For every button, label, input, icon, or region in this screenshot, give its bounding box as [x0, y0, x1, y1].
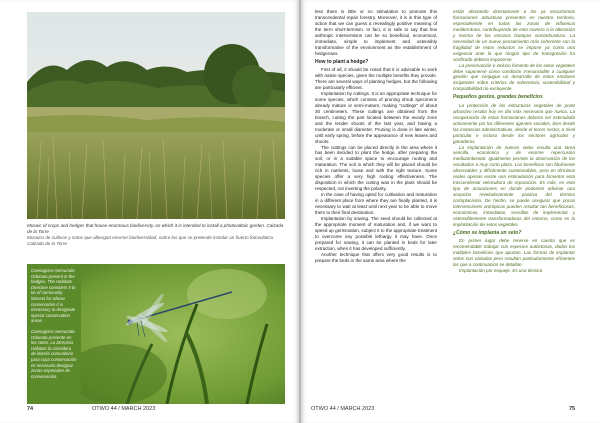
left-page: [0, 0, 299, 423]
right-page: [301, 0, 600, 423]
species-info-panel: [27, 264, 81, 404]
es-paragraph-1: están afectando directamente a las ya escasísimas formaciones arbustivas presentes en nuestro territorio, especialmente en todas las zonas de influencia mediterránea, contribuyendo de esta manera a la alteración y merma de los escasos biotopos semiarbustivos. La necesidad de un nuevo pensamiento más coherente con la fragilidad de estos reductos se impone ya como una exigencia ante la que ningún tipo de transgresión ha verificado debiera imponerse.: [453, 9, 575, 62]
en-paragraph-1: less there is little or no stimulation to promote this transcendental repair forestry. Moreover, it is in this type of action that we can guess a revealingly positive meaning of the term short-termism. In fact, it is safe to say that few anthropic interventions can be so beneficial, economical, immediate, simple to implement and ostensibly transformative of the environment as the establishment of hedgerows.: [315, 9, 437, 56]
landscape-photo: [27, 12, 285, 219]
page-number-left: 74: [27, 406, 34, 412]
es-paragraph-4: La implantación de nuevos setos resulta una tarea sencilla, económica y de enorme repercusión medioambiental. Igualmente permite la observación de los resultados a muy corto plazo. Los beneficios son fácilmente observables y difícilmente cuestionables, pero en términos reales apenas existe una estimulación para fomentar esta trascendental selvicultura de reparación. Es más, en este tipo de actuaciones en donde podemos adivinar una acepción reveladoramente positiva del término cortoplacismo. De hecho, se puede asegurar que pocas intervenciones antrópicas pueden resultar tan beneficiosas, económicas, inmediatas, sencillas de implementar y ostensiblemente transformadoras del entorno, como es la implantación de setos vegetales.: [453, 144, 575, 227]
page-number-right: 75: [569, 406, 576, 412]
damselfly-photo: [27, 264, 285, 404]
es-paragraph-2: La preservación e incluso fomento de los setos vegetales debe suponerse como condición irrenunciable a cualquier gestión que conjugue un desarrollo de estos enclaves incipientes sobre criterios de coherencia, sostenibilidad y compatibilidad no excluyente.: [453, 62, 575, 92]
footer-right: OTWO 44 / MARCH 2023: [311, 406, 375, 412]
en-paragraph-3: Implantation by cuttings. It is an appropriate technique for some species, which consists of pruning shrub specimens already mature or semi-mature, making "cuttings" of about 30 centimeters. These cuttings are obtained from the branch, cutting the part located between the woody zone and the tender shoots of the last year, and having a moderate or small diameter. Pruning is done in late winter, until early spring, before the appearance of new leaves and shoots.: [315, 90, 437, 144]
footer-left: OTWO 44 / MARCH 2023: [92, 406, 156, 412]
caption-english: Mosaic of crops and hedges that house enormous biodiversity, on which it is intended to install a photovoltaic garden. Calzada de la Torre: [27, 223, 284, 234]
landscape-photo-caption: [27, 223, 285, 247]
en-paragraph-7: Another technique that offers very good results is to prepare the beds in the same area where the: [315, 251, 437, 263]
en-paragraph-5: In the case of having opted for cultivation and maturation in a different place from where they are finally planted, it is necessary to wait at least until next year to be able to move them to their final destination.: [315, 192, 437, 215]
english-column: [315, 9, 437, 264]
en-paragraph-4: The cuttings can be placed directly in the area where it has been decided to plant the hedge, after preparing the soil, or in a suitable space to encourage rooting and maturation. The soil in which they will be placed should be rich in nutrients, loose and with the right texture. Some species offer a very high rooting effectiveness. The disposition in which the cutting was in the plant should be respected, not inverting the polarity.: [315, 144, 437, 192]
es-paragraph-6: Implantación por esqueje. Es una técnica: [459, 268, 543, 274]
caption-spanish: Mosaico de cultivos y setos que albergan enorme biodiversidad, sobre los que se pretende instalar un huerto fotovoltaico. Calzada de la Torre: [27, 235, 275, 246]
panel-english: Coenagrion mercuriale. Odonata present in the hedges. The Habitats Directive considers it to be of community interest for whose conservation it is necessary to designate special conservation areas.: [31, 268, 76, 324]
en-paragraph-2: First of all, it should be noted that it is advisable to work with native species, given the multiple benefits they provide. There are several ways of planting hedges, but the following are particularly efficient.: [315, 67, 437, 90]
es-heading: Pequeños gestos, grandes beneficios: [453, 94, 543, 101]
es-paragraph-5: En primer lugar debe tenerse en cuenta que es recomendable trabajar con especies autóctonas, dados los múltiples beneficios que aportan. Las formas de implantar setos son variadas pero resultan particularmente eficientes las que a continuación se detallan.: [453, 238, 575, 268]
en-paragraph-6: Implantation by sowing. The seed should be collected at the appropriate moment of maturation and, if we want to speed up germination, subject it to the appropriate treatment to overcome any possible lethargy it may have. Once prepared for sowing, it can be planted in beds for later extraction, when it has developed sufficiently.: [315, 215, 437, 251]
es-heading-2: ¿Cómo se implanta un seto?: [453, 229, 522, 236]
en-heading: How to plant a hedge?: [315, 58, 369, 65]
spanish-column: [453, 9, 575, 274]
es-paragraph-3: La protección de las estructuras vegetales de porte arbustivo resulta hoy en día más necesaria que nunca. La recuperación de estas formaciones debería ser estimulada activamente por los diferentes agentes sociales, bien desde las instancias administrativas, desde el tercer sector, a nivel particular e incluso desde los sectores agrícolas y ganaderos.: [453, 102, 575, 144]
panel-spanish: Coenagrion mercuriale. Odonato presente en los setos. La Directiva Hábitats lo considera de interés comunitario para cuya conservación es necesario designar zonas especiales de conservación.: [31, 328, 77, 379]
